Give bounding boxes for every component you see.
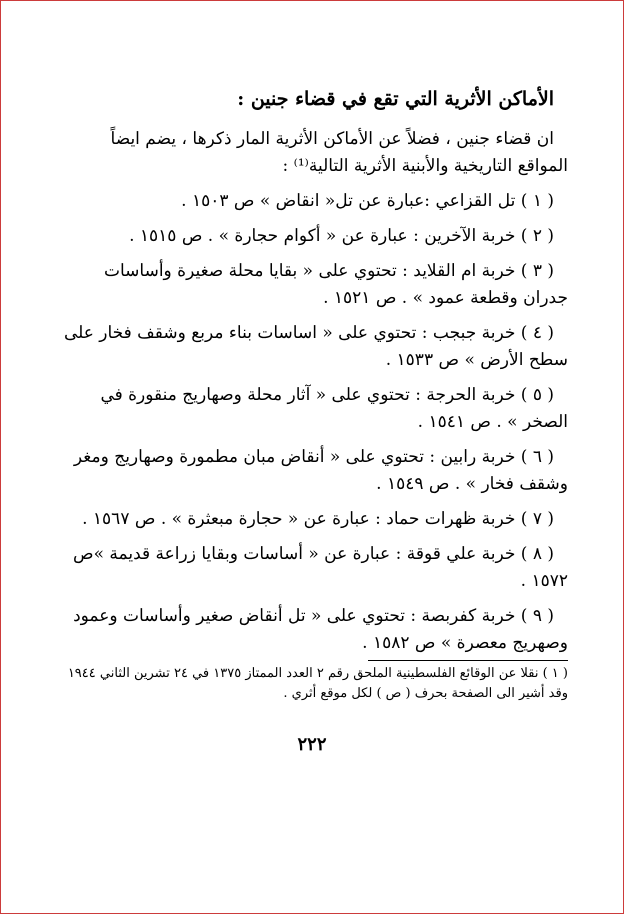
list-item: ( ٨ ) خربة علي قوقة : عبارة عن « أساسات وبقايا زراعة قديمة »ص ١٥٧٢ .	[73, 544, 568, 591]
list-item: ( ٦ ) خربة رابين : تحتوي على « أنقاض مبان مطمورة وصهاريج ومغر وشقف فخار » . ص ١٥٤٩ .	[73, 447, 568, 494]
list-item: ( ٣ ) خربة ام القلايد : تحتوي على « بقايا محلة صغيرة وأساسات جدران وقطعة عمود » . ص ١٥٢١ .	[103, 261, 568, 308]
list-item: ( ٥ ) خربة الحرجة : تحتوي على « آثار محلة وصهاريج منقورة في الصخر » . ص ١٥٤١ .	[100, 385, 568, 432]
page-title: الأماكن الأثرية التي تقع في قضاء جنين :	[237, 88, 554, 110]
list-item: ( ١ ) تل القزاعي :عبارة عن تل« انقاض » ص ١٥٠٣ .	[181, 191, 554, 211]
list-item: ( ٤ ) خربة جبجب : تحتوي على « اساسات بناء مربع وشقف فخار على سطح الأرض » ص ١٥٣٣ .	[63, 323, 568, 370]
intro-paragraph: ان قضاء جنين ، فضلاً عن الأماكن الأثرية المار ذكرها ، يضم ايضاً المواقع التاريخية والأبنية الأثرية التالية⁽¹⁾ :	[110, 129, 568, 176]
page-number: ٢٢٢	[297, 734, 327, 755]
list-item: ( ٢ ) خربة الآخرين : عبارة عن « أكوام حجارة » . ص ١٥١٥ .	[129, 226, 554, 246]
footnote-line: ( ١ ) نقلا عن الوقائع الفلسطينية الملحق رقم ٢ العدد الممتاز ١٣٧٥ في ٢٤ تشرين الثاني ١٩٤٤	[67, 666, 568, 681]
list-item: ( ٧ ) خربة ظهرات حماد : عبارة عن « حجارة مبعثرة » . ص ١٥٦٧ .	[82, 509, 554, 529]
footnote	[56, 664, 568, 704]
document-body	[56, 80, 568, 665]
list-item: ( ٩ ) خربة كفربصة : تحتوي على « تل أنقاض صغير وأساسات وعمود وصهريج معصرة » ص ١٥٨٢ .	[73, 606, 568, 653]
footnote-line: وقد أشير الى الصفحة بحرف ( ص ) لكل موقع أثري .	[283, 686, 568, 701]
